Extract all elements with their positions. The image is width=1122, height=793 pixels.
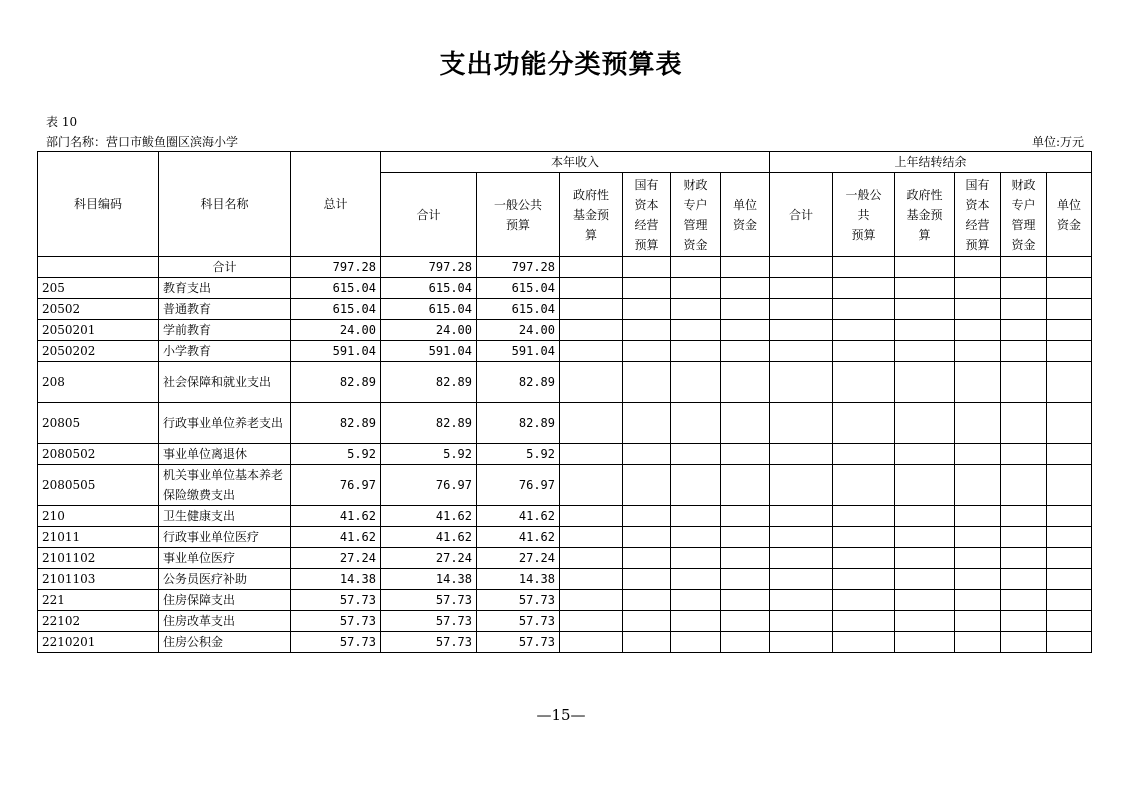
cell-empty bbox=[721, 341, 770, 362]
cell-total: 615.04 bbox=[291, 278, 381, 299]
cell-name: 机关事业单位基本养老保险缴费支出 bbox=[159, 465, 291, 506]
cell-code: 208 bbox=[38, 362, 159, 403]
cell-sum: 24.00 bbox=[381, 320, 477, 341]
cell-empty bbox=[955, 362, 1001, 403]
cell-sum: 615.04 bbox=[381, 299, 477, 320]
cell-empty bbox=[955, 278, 1001, 299]
cell-sum: 591.04 bbox=[381, 341, 477, 362]
table-row bbox=[38, 278, 1092, 299]
cell-code: 210 bbox=[38, 506, 159, 527]
table-row bbox=[38, 299, 1092, 320]
cell-empty bbox=[1001, 403, 1047, 444]
cell-empty bbox=[671, 444, 721, 465]
cell-empty bbox=[671, 362, 721, 403]
table-row bbox=[38, 257, 1092, 278]
cell-code: 2080502 bbox=[38, 444, 159, 465]
cell-code: 2101103 bbox=[38, 569, 159, 590]
cell-name: 住房保障支出 bbox=[159, 590, 291, 611]
cell-empty bbox=[1047, 299, 1092, 320]
cell-empty bbox=[671, 465, 721, 506]
subheader-7: 一般公 共 预算 bbox=[833, 173, 895, 257]
cell-general: 41.62 bbox=[477, 527, 560, 548]
table-row bbox=[38, 548, 1092, 569]
cell-empty bbox=[671, 257, 721, 278]
cell-general: 591.04 bbox=[477, 341, 560, 362]
cell-empty bbox=[1001, 444, 1047, 465]
cell-total: 57.73 bbox=[291, 632, 381, 653]
cell-empty bbox=[623, 506, 671, 527]
cell-empty bbox=[623, 403, 671, 444]
cell-empty bbox=[955, 611, 1001, 632]
cell-general: 82.89 bbox=[477, 362, 560, 403]
cell-empty bbox=[721, 444, 770, 465]
cell-empty bbox=[770, 590, 833, 611]
cell-empty bbox=[895, 590, 955, 611]
cell-total: 41.62 bbox=[291, 527, 381, 548]
cell-empty bbox=[721, 632, 770, 653]
cell-empty bbox=[1047, 362, 1092, 403]
cell-empty bbox=[623, 548, 671, 569]
cell-sum: 27.24 bbox=[381, 548, 477, 569]
unit-label: 单位:万元 bbox=[1031, 135, 1084, 149]
table-row bbox=[38, 611, 1092, 632]
cell-empty bbox=[721, 527, 770, 548]
cell-total: 41.62 bbox=[291, 506, 381, 527]
cell-empty bbox=[721, 299, 770, 320]
cell-empty bbox=[833, 465, 895, 506]
cell-empty bbox=[1047, 465, 1092, 506]
cell-empty bbox=[955, 465, 1001, 506]
cell-name: 小学教育 bbox=[159, 341, 291, 362]
cell-empty bbox=[721, 362, 770, 403]
cell-name: 卫生健康支出 bbox=[159, 506, 291, 527]
cell-empty bbox=[1001, 527, 1047, 548]
cell-empty bbox=[721, 320, 770, 341]
table-row bbox=[38, 320, 1092, 341]
cell-general: 76.97 bbox=[477, 465, 560, 506]
cell-empty bbox=[955, 590, 1001, 611]
cell-empty bbox=[895, 299, 955, 320]
cell-empty bbox=[1001, 257, 1047, 278]
cell-empty bbox=[671, 632, 721, 653]
cell-empty bbox=[833, 548, 895, 569]
table-row bbox=[38, 527, 1092, 548]
cell-empty bbox=[895, 362, 955, 403]
cell-empty bbox=[895, 257, 955, 278]
cell-total: 14.38 bbox=[291, 569, 381, 590]
cell-empty bbox=[1001, 506, 1047, 527]
cell-empty bbox=[833, 362, 895, 403]
cell-general: 82.89 bbox=[477, 403, 560, 444]
cell-empty bbox=[721, 278, 770, 299]
cell-empty bbox=[560, 257, 623, 278]
cell-general: 615.04 bbox=[477, 299, 560, 320]
cell-sum: 57.73 bbox=[381, 590, 477, 611]
cell-empty bbox=[623, 527, 671, 548]
cell-empty bbox=[1047, 632, 1092, 653]
cell-empty bbox=[623, 278, 671, 299]
department-name: 部门名称：营口市鲅鱼圈区滨海小学 bbox=[46, 135, 239, 149]
cell-empty bbox=[833, 299, 895, 320]
cell-total: 82.89 bbox=[291, 362, 381, 403]
cell-empty bbox=[1047, 341, 1092, 362]
cell-empty bbox=[1047, 569, 1092, 590]
cell-total: 24.00 bbox=[291, 320, 381, 341]
cell-empty bbox=[1047, 278, 1092, 299]
table-row bbox=[38, 465, 1092, 506]
cell-name: 教育支出 bbox=[159, 278, 291, 299]
cell-empty bbox=[955, 299, 1001, 320]
cell-empty bbox=[770, 341, 833, 362]
cell-empty bbox=[955, 506, 1001, 527]
cell-empty bbox=[671, 569, 721, 590]
cell-empty bbox=[895, 632, 955, 653]
subheader-10: 财政 专户 管理 资金 bbox=[1001, 173, 1047, 257]
cell-name: 学前教育 bbox=[159, 320, 291, 341]
cell-empty bbox=[1001, 278, 1047, 299]
cell-name: 事业单位医疗 bbox=[159, 548, 291, 569]
cell-empty bbox=[895, 506, 955, 527]
cell-empty bbox=[833, 527, 895, 548]
cell-empty bbox=[955, 632, 1001, 653]
cell-empty bbox=[623, 299, 671, 320]
cell-empty bbox=[623, 257, 671, 278]
cell-empty bbox=[1047, 320, 1092, 341]
cell-empty bbox=[895, 320, 955, 341]
cell-general: 14.38 bbox=[477, 569, 560, 590]
cell-empty bbox=[671, 527, 721, 548]
cell-empty bbox=[560, 320, 623, 341]
cell-empty bbox=[1047, 506, 1092, 527]
cell-empty bbox=[721, 569, 770, 590]
cell-empty bbox=[721, 403, 770, 444]
cell-empty bbox=[833, 590, 895, 611]
cell-empty bbox=[1047, 590, 1092, 611]
cell-sum: 57.73 bbox=[381, 632, 477, 653]
cell-sum: 76.97 bbox=[381, 465, 477, 506]
cell-empty bbox=[623, 632, 671, 653]
cell-sum: 41.62 bbox=[381, 506, 477, 527]
cell-empty bbox=[560, 465, 623, 506]
cell-empty bbox=[1047, 611, 1092, 632]
cell-empty bbox=[955, 527, 1001, 548]
subheader-4: 财政 专户 管理 资金 bbox=[671, 173, 721, 257]
cell-empty bbox=[833, 320, 895, 341]
subheader-6: 合计 bbox=[770, 173, 833, 257]
cell-name: 行政事业单位医疗 bbox=[159, 527, 291, 548]
table-row bbox=[38, 403, 1092, 444]
cell-name: 普通教育 bbox=[159, 299, 291, 320]
subheader-3: 国有 资本 经营 预算 bbox=[623, 173, 671, 257]
cell-empty bbox=[560, 403, 623, 444]
subheader-0: 合计 bbox=[381, 173, 477, 257]
cell-empty bbox=[671, 299, 721, 320]
cell-empty bbox=[623, 341, 671, 362]
cell-code: 205 bbox=[38, 278, 159, 299]
cell-empty bbox=[1001, 611, 1047, 632]
subheader-2: 政府性 基金预 算 bbox=[560, 173, 623, 257]
cell-empty bbox=[770, 278, 833, 299]
cell-empty bbox=[560, 444, 623, 465]
cell-empty bbox=[833, 403, 895, 444]
cell-total: 57.73 bbox=[291, 590, 381, 611]
subheader-1: 一般公共 预算 bbox=[477, 173, 560, 257]
cell-name: 社会保障和就业支出 bbox=[159, 362, 291, 403]
cell-general: 41.62 bbox=[477, 506, 560, 527]
cell-empty bbox=[721, 548, 770, 569]
cell-empty bbox=[623, 444, 671, 465]
cell-empty bbox=[623, 569, 671, 590]
cell-empty bbox=[895, 527, 955, 548]
cell-empty bbox=[833, 569, 895, 590]
cell-empty bbox=[895, 465, 955, 506]
cell-code: 2050201 bbox=[38, 320, 159, 341]
cell-total: 82.89 bbox=[291, 403, 381, 444]
cell-empty bbox=[721, 465, 770, 506]
cell-empty bbox=[1001, 320, 1047, 341]
cell-empty bbox=[955, 548, 1001, 569]
table-row bbox=[38, 341, 1092, 362]
cell-code: 2101102 bbox=[38, 548, 159, 569]
cell-name: 公务员医疗补助 bbox=[159, 569, 291, 590]
cell-sum: 82.89 bbox=[381, 362, 477, 403]
cell-name: 住房公积金 bbox=[159, 632, 291, 653]
cell-empty bbox=[671, 320, 721, 341]
cell-empty bbox=[833, 444, 895, 465]
cell-name: 行政事业单位养老支出 bbox=[159, 403, 291, 444]
cell-empty bbox=[955, 257, 1001, 278]
cell-code: 2080505 bbox=[38, 465, 159, 506]
cell-empty bbox=[1047, 257, 1092, 278]
cell-empty bbox=[955, 320, 1001, 341]
cell-empty bbox=[1047, 444, 1092, 465]
cell-total: 591.04 bbox=[291, 341, 381, 362]
cell-empty bbox=[770, 403, 833, 444]
cell-empty bbox=[1001, 299, 1047, 320]
header-current-income: 本年收入 bbox=[381, 152, 770, 173]
cell-empty bbox=[833, 611, 895, 632]
table-row bbox=[38, 506, 1092, 527]
cell-empty bbox=[770, 465, 833, 506]
cell-total: 5.92 bbox=[291, 444, 381, 465]
cell-sum: 57.73 bbox=[381, 611, 477, 632]
cell-empty bbox=[770, 362, 833, 403]
cell-empty bbox=[671, 548, 721, 569]
cell-general: 615.04 bbox=[477, 278, 560, 299]
cell-empty bbox=[560, 548, 623, 569]
cell-empty bbox=[560, 341, 623, 362]
cell-code: 20502 bbox=[38, 299, 159, 320]
cell-code: 21011 bbox=[38, 527, 159, 548]
cell-empty bbox=[560, 569, 623, 590]
cell-total: 57.73 bbox=[291, 611, 381, 632]
cell-empty bbox=[1001, 569, 1047, 590]
cell-empty bbox=[770, 569, 833, 590]
cell-empty bbox=[721, 257, 770, 278]
cell-code: 22102 bbox=[38, 611, 159, 632]
cell-empty bbox=[1001, 362, 1047, 403]
cell-code: 221 bbox=[38, 590, 159, 611]
cell-general: 24.00 bbox=[477, 320, 560, 341]
cell-empty bbox=[1047, 527, 1092, 548]
cell-empty bbox=[1047, 403, 1092, 444]
cell-empty bbox=[560, 527, 623, 548]
cell-empty bbox=[623, 611, 671, 632]
cell-empty bbox=[671, 278, 721, 299]
page-title: 支出功能分类预算表 bbox=[439, 50, 683, 80]
cell-empty bbox=[770, 506, 833, 527]
header-name: 科目名称 bbox=[159, 152, 291, 257]
cell-empty bbox=[560, 362, 623, 403]
cell-empty bbox=[770, 632, 833, 653]
cell-empty bbox=[895, 611, 955, 632]
cell-total: 797.28 bbox=[291, 257, 381, 278]
cell-general: 5.92 bbox=[477, 444, 560, 465]
header-total: 总计 bbox=[291, 152, 381, 257]
cell-empty bbox=[623, 320, 671, 341]
cell-empty bbox=[833, 278, 895, 299]
cell-empty bbox=[895, 444, 955, 465]
cell-empty bbox=[560, 506, 623, 527]
cell-empty bbox=[955, 341, 1001, 362]
cell-empty bbox=[1001, 341, 1047, 362]
table-row bbox=[38, 590, 1092, 611]
cell-empty bbox=[770, 320, 833, 341]
cell-code bbox=[38, 257, 159, 278]
cell-empty bbox=[770, 444, 833, 465]
cell-empty bbox=[770, 299, 833, 320]
cell-empty bbox=[895, 403, 955, 444]
cell-empty bbox=[895, 548, 955, 569]
cell-total: 76.97 bbox=[291, 465, 381, 506]
cell-sum: 615.04 bbox=[381, 278, 477, 299]
cell-empty bbox=[560, 590, 623, 611]
table-row bbox=[38, 362, 1092, 403]
budget-table bbox=[37, 151, 1092, 653]
cell-name: 事业单位离退休 bbox=[159, 444, 291, 465]
cell-code: 2050202 bbox=[38, 341, 159, 362]
table-row bbox=[38, 444, 1092, 465]
cell-empty bbox=[623, 590, 671, 611]
cell-code: 2210201 bbox=[38, 632, 159, 653]
cell-empty bbox=[560, 611, 623, 632]
cell-empty bbox=[671, 611, 721, 632]
subheader-5: 单位 资金 bbox=[721, 173, 770, 257]
cell-empty bbox=[770, 527, 833, 548]
cell-empty bbox=[671, 506, 721, 527]
cell-general: 797.28 bbox=[477, 257, 560, 278]
cell-total: 615.04 bbox=[291, 299, 381, 320]
subheader-8: 政府性 基金预 算 bbox=[895, 173, 955, 257]
cell-empty bbox=[623, 465, 671, 506]
cell-code: 20805 bbox=[38, 403, 159, 444]
cell-empty bbox=[560, 299, 623, 320]
header-prior-carryover: 上年结转结余 bbox=[770, 152, 1092, 173]
cell-empty bbox=[1001, 632, 1047, 653]
subheader-9: 国有 资本 经营 预算 bbox=[955, 173, 1001, 257]
table-row bbox=[38, 569, 1092, 590]
cell-empty bbox=[721, 611, 770, 632]
cell-empty bbox=[560, 278, 623, 299]
cell-empty bbox=[671, 590, 721, 611]
cell-empty bbox=[1001, 548, 1047, 569]
cell-general: 57.73 bbox=[477, 611, 560, 632]
table-row bbox=[38, 632, 1092, 653]
cell-sum: 41.62 bbox=[381, 527, 477, 548]
cell-empty bbox=[560, 632, 623, 653]
cell-empty bbox=[955, 403, 1001, 444]
cell-empty bbox=[721, 590, 770, 611]
cell-empty bbox=[895, 278, 955, 299]
table-number: 表 10 bbox=[46, 115, 78, 129]
cell-empty bbox=[671, 341, 721, 362]
cell-sum: 82.89 bbox=[381, 403, 477, 444]
cell-empty bbox=[1001, 590, 1047, 611]
cell-general: 27.24 bbox=[477, 548, 560, 569]
cell-empty bbox=[1001, 465, 1047, 506]
header-code: 科目编码 bbox=[38, 152, 159, 257]
cell-empty bbox=[623, 362, 671, 403]
cell-empty bbox=[671, 403, 721, 444]
cell-empty bbox=[770, 611, 833, 632]
cell-empty bbox=[1047, 548, 1092, 569]
cell-sum: 797.28 bbox=[381, 257, 477, 278]
cell-sum: 14.38 bbox=[381, 569, 477, 590]
cell-general: 57.73 bbox=[477, 590, 560, 611]
cell-empty bbox=[955, 444, 1001, 465]
cell-empty bbox=[770, 548, 833, 569]
cell-empty bbox=[721, 506, 770, 527]
subheader-11: 单位 资金 bbox=[1047, 173, 1092, 257]
cell-empty bbox=[895, 569, 955, 590]
cell-empty bbox=[955, 569, 1001, 590]
cell-name: 住房改革支出 bbox=[159, 611, 291, 632]
cell-empty bbox=[833, 506, 895, 527]
cell-empty bbox=[833, 632, 895, 653]
cell-total: 27.24 bbox=[291, 548, 381, 569]
page-number: —15— bbox=[536, 706, 586, 724]
cell-sum: 5.92 bbox=[381, 444, 477, 465]
cell-empty bbox=[833, 257, 895, 278]
cell-name: 合计 bbox=[159, 257, 291, 278]
cell-general: 57.73 bbox=[477, 632, 560, 653]
cell-empty bbox=[833, 341, 895, 362]
cell-empty bbox=[895, 341, 955, 362]
cell-empty bbox=[770, 257, 833, 278]
